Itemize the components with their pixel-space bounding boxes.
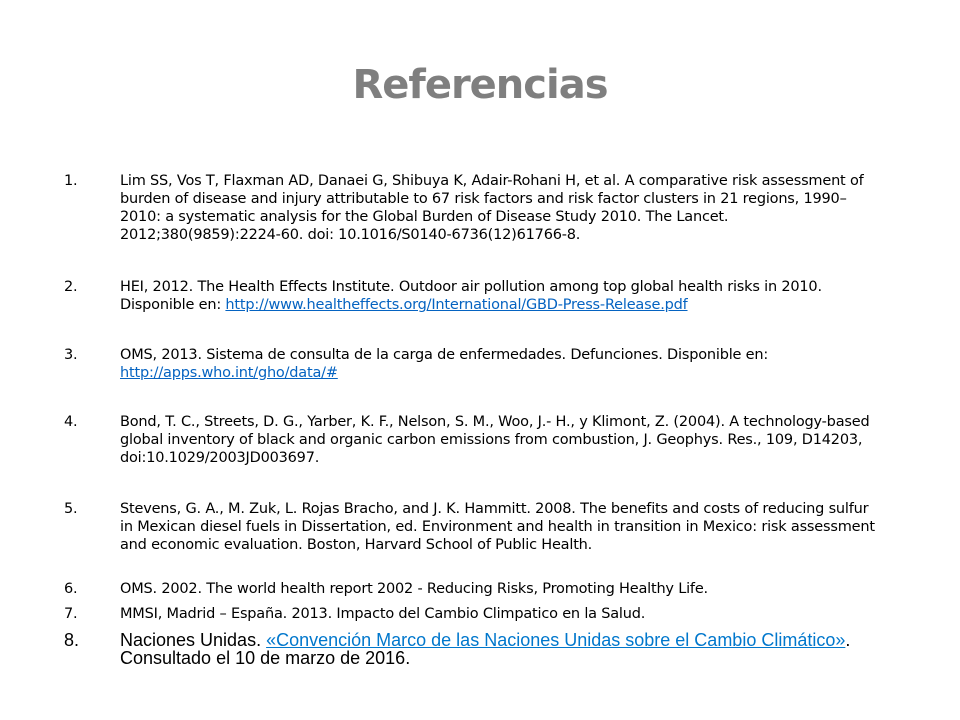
reference-text: HEI, 2012. The Health Effects Institute. Outdoor air pollution among top global health risks in 2010. Disponible en:	[120, 279, 822, 313]
reference-number: 8.	[64, 630, 80, 650]
reference-body	[120, 631, 884, 667]
reference-number: 3.	[64, 347, 78, 363]
reference-text: Stevens, G. A., M. Zuk, L. Rojas Bracho, and J. K. Hammitt. 2008. The benefits and costs of reducing sulfur in Mexican diesel fuels in Dissertation, ed. Environment and health in transition in Mexico: risk assessment and economic evaluation. Boston, Harvard School of Public Health.	[120, 501, 875, 553]
reference-item-5	[64, 500, 884, 554]
reference-text: Bond, T. C., Streets, D. G., Yarber, K. F., Nelson, S. M., Woo, J.- H., y Klimont, Z. (2004). A technology-based global inventory of black and organic carbon emissions from combustion, J. Geophys. Res., 109, D14203, doi:10.1029/2003JD003697.	[120, 414, 870, 466]
reference-item-8	[64, 631, 884, 667]
reference-text: MMSI, Madrid – España. 2013. Impacto del Cambio Climpatico en la Salud.	[120, 606, 646, 622]
reference-number: 6.	[64, 581, 78, 597]
reference-link[interactable]: http://www.healtheffects.org/International/GBD-Press-Release.pdf	[225, 297, 688, 313]
reference-number: 7.	[64, 606, 78, 622]
reference-text: OMS. 2002. The world health report 2002 - Reducing Risks, Promoting Healthy Life.	[120, 581, 708, 597]
reference-item-3	[64, 346, 884, 382]
reference-number: 5.	[64, 501, 78, 517]
reference-body	[120, 278, 884, 314]
reference-text-after: . Consultado el 10 de marzo de 2016.	[120, 630, 851, 668]
page-title: Referencias	[352, 62, 608, 108]
reference-item-6	[64, 580, 884, 598]
reference-item-1	[64, 172, 884, 244]
reference-item-7	[64, 605, 884, 623]
reference-body	[120, 346, 884, 382]
reference-number: 4.	[64, 414, 78, 430]
reference-item-4	[64, 413, 884, 467]
reference-link[interactable]: http://apps.who.int/gho/data/#	[120, 365, 338, 381]
reference-text: Naciones Unidas.	[120, 630, 267, 650]
reference-text: Lim SS, Vos T, Flaxman AD, Danaei G, Shibuya K, Adair-Rohani H, et al. A comparative risk assessment of burden of disease and injury attributable to 67 risk factors and risk factor clusters in 21 regions, 1990–2010: a systematic analysis for the Global Burden of Disease Study 2010. The Lancet. 2012;380(9859):2224-60. doi: 10.1016/S0140-6736(12)61766-8.	[120, 173, 864, 243]
reference-link[interactable]: «Convención Marco de las Naciones Unidas sobre el Cambio Climático»	[266, 630, 846, 650]
reference-number: 1.	[64, 173, 78, 189]
reference-item-2	[64, 278, 884, 314]
reference-text: OMS, 2013. Sistema de consulta de la carga de enfermedades. Defunciones. Disponible en:	[120, 347, 769, 363]
reference-number: 2.	[64, 279, 78, 295]
